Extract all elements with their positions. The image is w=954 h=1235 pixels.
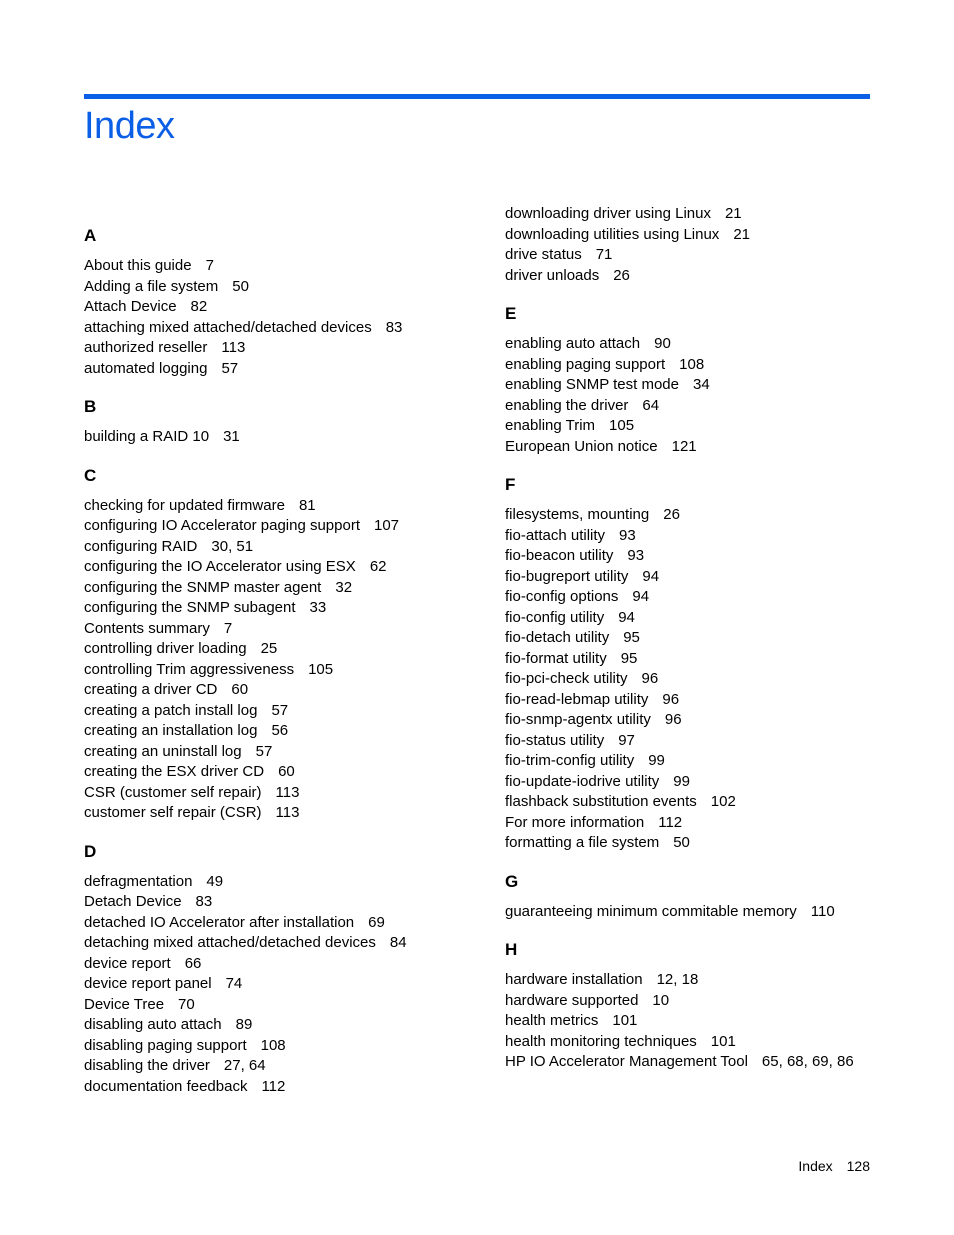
index-term: About this guide xyxy=(84,257,192,274)
index-entry xyxy=(505,833,875,854)
entry-list xyxy=(505,505,875,854)
index-page-ref: 50 xyxy=(232,277,249,295)
index-term: hardware installation xyxy=(505,971,643,988)
index-entry xyxy=(505,792,875,813)
index-entry xyxy=(84,516,484,537)
index-term: automated logging xyxy=(84,359,208,377)
index-page-ref: 99 xyxy=(648,752,665,769)
index-entry xyxy=(505,1032,875,1053)
index-page-ref: 83 xyxy=(195,893,213,910)
index-entry xyxy=(505,437,875,458)
index-term: Contents summary xyxy=(84,619,210,637)
index-term: device report xyxy=(84,954,171,972)
index-term: health monitoring techniques xyxy=(505,1032,697,1050)
index-term: CSR (customer self repair) xyxy=(84,783,262,801)
index-entry xyxy=(505,396,875,417)
index-entry xyxy=(84,762,484,783)
index-page-ref: 27, 64 xyxy=(223,1057,266,1074)
index-term: guaranteeing minimum commitable memory xyxy=(505,902,797,920)
index-page-ref: 96 xyxy=(662,690,680,708)
index-entry xyxy=(84,496,484,517)
index-page-ref: 7 xyxy=(205,257,214,274)
index-page-ref: 60 xyxy=(231,681,249,698)
index-page-ref: 81 xyxy=(298,496,316,514)
index-entry xyxy=(84,557,484,578)
index-entry xyxy=(505,245,875,266)
index-page-ref: 108 xyxy=(260,1036,286,1054)
index-page-ref: 94 xyxy=(632,588,650,605)
index-entry xyxy=(505,334,875,355)
index-term: disabling the driver xyxy=(84,1057,210,1074)
index-entry xyxy=(505,813,875,834)
index-page-ref: 60 xyxy=(278,763,295,780)
index-page-ref: 110 xyxy=(810,902,835,920)
index-section-e xyxy=(505,302,875,457)
index-term: configuring IO Accelerator paging support xyxy=(84,517,360,534)
index-entry xyxy=(84,803,484,824)
index-page-ref: 89 xyxy=(235,1016,253,1033)
index-term: detaching mixed attached/detached devices xyxy=(84,934,376,951)
index-page-ref: 94 xyxy=(618,608,635,626)
index-entry xyxy=(505,970,875,991)
index-entry xyxy=(84,598,484,619)
index-entry xyxy=(84,742,484,763)
index-term: Device Tree xyxy=(84,995,165,1013)
index-entry xyxy=(505,204,875,225)
index-entry xyxy=(505,669,875,690)
index-page-ref: 32 xyxy=(335,578,353,596)
index-term: fio-format utility xyxy=(505,649,607,667)
index-entry xyxy=(505,567,875,588)
section-letter: F xyxy=(505,475,516,494)
index-term: HP IO Accelerator Management Tool xyxy=(505,1053,748,1070)
index-term: fio-pci-check utility xyxy=(505,670,628,687)
index-term: creating a patch install log xyxy=(84,701,258,719)
index-page-ref: 26 xyxy=(613,266,630,284)
index-page-ref: 108 xyxy=(679,355,705,373)
index-page-ref: 56 xyxy=(271,722,289,739)
index-continuation xyxy=(505,204,875,286)
index-term: configuring the IO Accelerator using ESX xyxy=(84,558,356,575)
index-page-ref: 31 xyxy=(223,428,240,445)
index-page-ref: 113 xyxy=(275,804,300,821)
index-page-ref: 90 xyxy=(654,335,671,352)
entry-list xyxy=(84,496,484,824)
index-entry xyxy=(84,256,484,277)
index-entry xyxy=(505,526,875,547)
index-page-ref: 105 xyxy=(308,660,334,678)
index-term: fio-update-iodrive utility xyxy=(505,772,660,790)
index-entry xyxy=(84,701,484,722)
entry-list xyxy=(505,334,875,457)
index-entry xyxy=(84,359,484,380)
index-term: creating an uninstall log xyxy=(84,742,242,760)
index-term: enabling paging support xyxy=(505,355,666,373)
index-page-ref: 64 xyxy=(642,396,660,414)
index-entry xyxy=(505,690,875,711)
index-entry xyxy=(84,277,484,298)
index-term: flashback substitution events xyxy=(505,793,697,810)
index-entry xyxy=(84,619,484,640)
index-term: enabling auto attach xyxy=(505,335,641,352)
index-page-ref: 49 xyxy=(206,872,224,890)
entry-list xyxy=(84,256,484,379)
index-page-ref: 94 xyxy=(642,567,660,585)
index-entry xyxy=(505,751,875,772)
index-entry xyxy=(505,710,875,731)
index-entry xyxy=(505,587,875,608)
index-page-ref: 112 xyxy=(658,813,683,831)
index-term: Attach Device xyxy=(84,298,177,315)
index-term: building a RAID 10 xyxy=(84,428,210,445)
index-page-ref: 33 xyxy=(309,599,327,616)
index-entry xyxy=(84,338,484,359)
index-section-d xyxy=(84,840,484,1098)
index-term: disabling paging support xyxy=(84,1036,247,1054)
entry-list xyxy=(505,902,875,923)
index-page-ref: 113 xyxy=(275,783,300,801)
footer-label: Index xyxy=(798,1158,833,1174)
index-entry xyxy=(505,355,875,376)
index-term: fio-trim-config utility xyxy=(505,752,635,769)
index-entry xyxy=(84,680,484,701)
index-term: documentation feedback xyxy=(84,1077,248,1095)
section-letter: D xyxy=(84,841,97,861)
index-entry xyxy=(84,660,484,681)
index-page-ref: 97 xyxy=(618,731,635,749)
index-entry xyxy=(505,991,875,1012)
index-term: fio-snmp-agentx utility xyxy=(505,711,651,728)
index-term: detached IO Accelerator after installation xyxy=(84,913,355,931)
index-page-ref: 121 xyxy=(671,437,697,455)
index-term: fio-config options xyxy=(505,588,619,605)
index-page-ref: 93 xyxy=(619,526,636,544)
index-entry xyxy=(84,1036,484,1057)
index-page-ref: 10 xyxy=(652,991,670,1009)
index-term: driver unloads xyxy=(505,266,600,284)
index-term: Adding a file system xyxy=(84,277,219,295)
index-section-f xyxy=(505,473,875,854)
index-term: hardware supported xyxy=(505,991,639,1009)
index-entry xyxy=(505,772,875,793)
index-term: controlling driver loading xyxy=(84,640,247,657)
index-term: fio-beacon utility xyxy=(505,547,614,564)
index-page-ref: 25 xyxy=(260,640,278,657)
index-entry xyxy=(84,892,484,913)
index-entry xyxy=(505,902,875,923)
index-column-right xyxy=(505,204,875,1089)
index-column-left xyxy=(84,224,484,1113)
index-term: European Union notice xyxy=(505,437,658,455)
index-entry xyxy=(505,375,875,396)
index-section-b xyxy=(84,395,484,448)
index-entry xyxy=(505,1011,875,1032)
index-entry xyxy=(84,318,484,339)
index-term: controlling Trim aggressiveness xyxy=(84,660,295,678)
index-page-ref: 83 xyxy=(385,318,403,336)
index-page-ref: 21 xyxy=(733,225,750,243)
index-page-ref: 99 xyxy=(673,772,690,790)
index-page-ref: 50 xyxy=(673,834,690,851)
index-page-ref: 7 xyxy=(223,619,233,637)
section-letter: C xyxy=(84,465,97,485)
index-page-ref: 71 xyxy=(595,246,613,263)
index-entry xyxy=(84,872,484,893)
index-entry xyxy=(505,608,875,629)
index-term: defragmentation xyxy=(84,872,193,890)
entry-list xyxy=(84,872,484,1098)
index-entry xyxy=(84,537,484,558)
index-page-ref: 69 xyxy=(368,913,385,931)
index-term: fio-detach utility xyxy=(505,629,610,646)
index-entry xyxy=(84,954,484,975)
index-page-ref: 30, 51 xyxy=(211,537,254,555)
index-page-ref: 93 xyxy=(627,547,645,564)
index-entry xyxy=(505,416,875,437)
index-page-ref: 21 xyxy=(724,205,742,222)
index-term: creating an installation log xyxy=(84,722,258,739)
index-term: device report panel xyxy=(84,975,212,992)
index-term: attaching mixed attached/detached devices xyxy=(84,318,372,336)
index-entry xyxy=(84,1056,484,1077)
index-entry xyxy=(84,783,484,804)
index-entry xyxy=(505,628,875,649)
index-page-ref: 101 xyxy=(612,1012,638,1029)
footer-page-number: 128 xyxy=(846,1158,870,1174)
index-section-a xyxy=(84,224,484,379)
index-term: customer self repair (CSR) xyxy=(84,804,262,821)
index-entry xyxy=(84,639,484,660)
index-entry xyxy=(84,1077,484,1098)
index-term: configuring the SNMP master agent xyxy=(84,578,322,596)
index-page-ref: 101 xyxy=(710,1032,736,1050)
index-entry xyxy=(505,649,875,670)
index-entry xyxy=(505,266,875,287)
index-term: fio-config utility xyxy=(505,608,605,626)
index-entry xyxy=(84,721,484,742)
section-letter: H xyxy=(505,940,518,959)
index-entry xyxy=(84,1015,484,1036)
index-term: health metrics xyxy=(505,1012,599,1029)
index-page-ref: 96 xyxy=(641,670,659,687)
index-page-ref: 57 xyxy=(221,359,239,377)
index-term: disabling auto attach xyxy=(84,1016,222,1033)
index-entry xyxy=(505,1052,875,1073)
index-term: checking for updated firmware xyxy=(84,496,285,514)
index-page-ref: 57 xyxy=(255,742,273,760)
index-page-ref: 95 xyxy=(620,649,638,667)
index-page-ref: 107 xyxy=(374,517,400,534)
entry-list xyxy=(84,427,484,448)
index-term: filesystems, mounting xyxy=(505,506,650,523)
index-page-ref: 102 xyxy=(710,793,736,810)
index-term: configuring the SNMP subagent xyxy=(84,599,296,616)
index-term: authorized reseller xyxy=(84,339,208,356)
index-term: formatting a file system xyxy=(505,834,660,851)
index-term: Detach Device xyxy=(84,893,182,910)
index-page-ref: 113 xyxy=(221,339,246,356)
index-term: drive status xyxy=(505,246,582,263)
index-entry xyxy=(505,546,875,567)
index-entry xyxy=(84,933,484,954)
index-term: creating the ESX driver CD xyxy=(84,763,265,780)
section-letter: B xyxy=(84,397,97,416)
index-term: enabling Trim xyxy=(505,417,596,434)
index-entry xyxy=(505,505,875,526)
index-page-ref: 105 xyxy=(609,417,635,434)
index-entry xyxy=(84,913,484,934)
index-term: fio-read-lebmap utility xyxy=(505,690,649,708)
section-letter: E xyxy=(505,304,517,323)
index-page-ref: 95 xyxy=(623,629,640,646)
index-term: fio-attach utility xyxy=(505,526,606,544)
index-page-ref: 34 xyxy=(693,376,710,393)
index-page-ref: 70 xyxy=(178,995,195,1013)
index-term: For more information xyxy=(505,813,645,831)
index-page-ref: 82 xyxy=(190,298,208,315)
index-entry xyxy=(84,578,484,599)
index-page-ref: 57 xyxy=(271,701,289,719)
index-term: creating a driver CD xyxy=(84,681,218,698)
index-entry xyxy=(84,995,484,1016)
index-entry xyxy=(505,731,875,752)
index-entry xyxy=(84,427,484,448)
index-term: fio-bugreport utility xyxy=(505,567,629,585)
index-entry xyxy=(505,225,875,246)
index-page-ref: 65, 68, 69, 86 xyxy=(761,1053,854,1070)
index-page-ref: 26 xyxy=(663,506,680,523)
title-rule xyxy=(84,94,870,99)
index-page-ref: 12, 18 xyxy=(656,971,699,988)
index-section-c xyxy=(84,464,484,824)
index-term: downloading utilities using Linux xyxy=(505,225,720,243)
page-footer xyxy=(798,1158,870,1174)
section-letter: G xyxy=(505,871,519,891)
index-page-ref: 62 xyxy=(369,558,387,575)
index-section-h xyxy=(505,938,875,1073)
entry-list xyxy=(505,970,875,1073)
index-term: configuring RAID xyxy=(84,537,198,555)
section-letter: A xyxy=(84,226,97,245)
index-term: enabling the driver xyxy=(505,396,629,414)
index-page-ref: 84 xyxy=(389,934,407,951)
index-term: fio-status utility xyxy=(505,731,605,749)
index-term: downloading driver using Linux xyxy=(505,205,711,222)
index-page-ref: 74 xyxy=(225,975,243,992)
index-page-ref: 96 xyxy=(664,711,682,728)
index-entry xyxy=(84,974,484,995)
index-section-g xyxy=(505,870,875,923)
index-page-ref: 66 xyxy=(184,954,202,972)
page-title: Index xyxy=(84,105,175,147)
index-entry xyxy=(84,297,484,318)
index-term: enabling SNMP test mode xyxy=(505,376,679,393)
index-page-ref: 112 xyxy=(261,1077,286,1095)
